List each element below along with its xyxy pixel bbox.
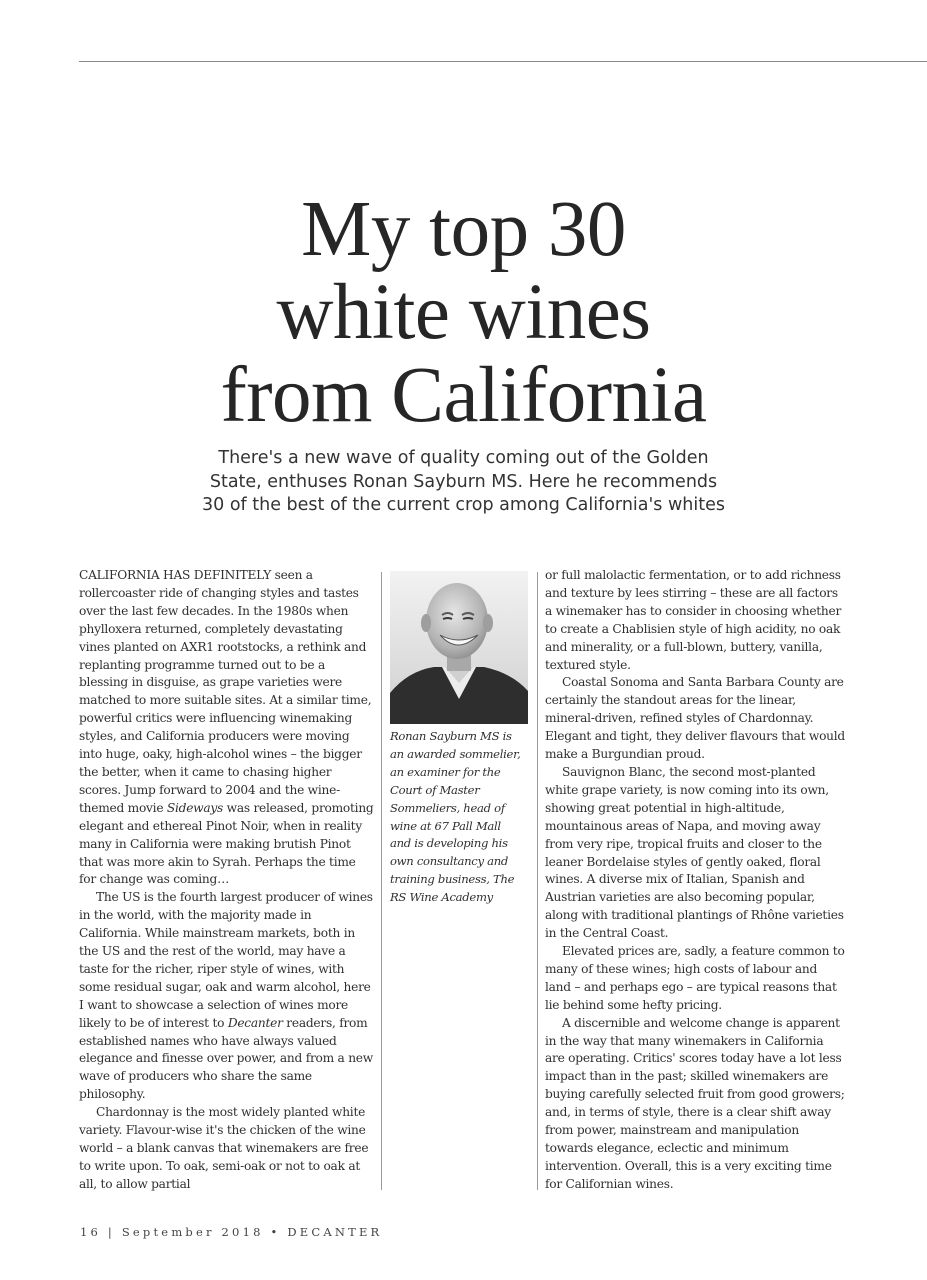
caption-line: RS Wine Academy	[390, 890, 493, 905]
caption-line: training business, The	[390, 872, 515, 887]
body-column-left	[79, 567, 375, 1194]
standfirst-line: State, enthuses Ronan Sayburn MS. Here he recommends	[209, 471, 718, 492]
caption-line: wine at 67 Pall Mall	[390, 818, 501, 833]
caption-line: and is developing his	[390, 836, 508, 851]
magazine-name: Decanter	[227, 1015, 283, 1030]
page-footer: 16 | September 2018 • DECANTER	[80, 1225, 383, 1239]
movie-title: Sideways	[166, 800, 224, 815]
title-line: from California	[220, 352, 707, 439]
caption-line: an examiner for the	[390, 764, 501, 779]
article-title	[0, 188, 927, 437]
body-paragraph: CALIFORNIA HAS DEFINITELY seen a rollercoaster ride of changing styles and tastes over the last few decades. In the 1980s when phylloxera returned, completely devastating vines planted on AXR1 rootstocks, a rethink and replanting programme turned out to be a blessing in disguise, as grape varieties were matched to more suitable sites. At a similar time, powerful critics were influencing winemaking styles, and California producers were moving into huge, oaky, high-alcohol wines – the bigger the better, when it came to chasing higher scores. Jump forward to 2004 and the wine-themed movie Sideways was released, promoting elegant and ethereal Pinot Noir, when in reality many in California were making brutish Pinot that was more akin to Syrah. Perhaps the time for change was coming…	[79, 568, 374, 887]
body-paragraph: The US is the fourth largest producer of wines in the world, with the majority made in California. While mainstream markets, both in the US and the rest of the world, may have a taste for the richer, riper style of wines, with some residual sugar, oak and warm alcohol, here I want to showcase a selection of wines more likely to be of interest to Decanter readers, from established names who have always valued elegance and finesse over power, and from a new wave of producers who share the same philosophy.	[79, 890, 373, 1102]
issue-date: September 2018	[121, 1225, 264, 1239]
caption-line: own consultancy and	[390, 854, 508, 869]
column-divider	[381, 572, 382, 1190]
title-line: My top 30	[301, 186, 626, 273]
body-paragraph: Sauvignon Blanc, the second most-planted white grape variety, is now coming into its own, showing great potential in high-altitude, mountainous areas of Napa, and moving away from very ripe, tropical fruits and closer to the leaner Bordelaise styles of gently oaked, floral wines. A diverse mix of Italian, Spanish and Austrian varieties are also becoming popular, along with traditional plantings of Rhône varieties in the Central Coast.	[545, 764, 844, 941]
magazine-name: DECANTER	[287, 1225, 383, 1239]
body-column-right	[545, 567, 845, 1194]
photo-caption	[390, 728, 532, 907]
caption-line: Sommeliers, head of	[390, 800, 505, 815]
drop-lead: CALIFORNIA HAS DEFINITELY	[79, 568, 272, 582]
page-number: 16	[80, 1225, 102, 1239]
standfirst-line: There's a new wave of quality coming out of the Golden	[218, 448, 709, 468]
caption-line: Court of Master	[390, 782, 480, 797]
caption-line: Ronan Sayburn MS is	[390, 729, 512, 743]
author-photo	[390, 571, 528, 724]
top-rule	[79, 61, 927, 62]
caption-line: an awarded sommelier,	[390, 746, 521, 761]
column-divider	[537, 572, 538, 1190]
body-paragraph: Coastal Sonoma and Santa Barbara County are certainly the standout areas for the linear, mineral-driven, refined styles of Chardonnay. Elegant and tight, they deliver flavours that would make a Burgundian proud.	[545, 675, 845, 762]
body-paragraph: or full malolactic fermentation, or to add richness and texture by lees stirring – these are all factors a winemaker has to consider in choosing whether to create a Chablisien style of high acidity, no oak and minerality, or a full-blown, buttery, vanilla, textured style.	[545, 568, 842, 672]
author-portrait-image	[390, 571, 528, 724]
body-paragraph: Elevated prices are, sadly, a feature common to many of these wines; high costs of labour and land – and perhaps ego – are typical reasons that lie behind some hefty pricing.	[545, 944, 845, 1012]
title-line: white wines	[276, 269, 651, 356]
body-paragraph: A discernible and welcome change is apparent in the way that many winemakers in California are operating. Critics' scores today have a lot less impact than in the past; skilled winemakers are buying carefully selected fruit from good growers; and, in terms of style, there is a clear shift away from power, mainstream and manipulation towards elegance, eclectic and minimum intervention. Overall, this is a very exciting time for Californian wines.	[545, 1015, 845, 1191]
body-paragraph: Chardonnay is the most widely planted white variety. Flavour-wise it's the chicken of the wine world – a blank canvas that winemakers are free to write upon. To oak, semi-oak or not to oak at all, to allow partial	[79, 1105, 369, 1191]
standfirst	[150, 447, 777, 518]
standfirst-line: 30 of the best of the current crop among California's whites	[201, 495, 726, 515]
